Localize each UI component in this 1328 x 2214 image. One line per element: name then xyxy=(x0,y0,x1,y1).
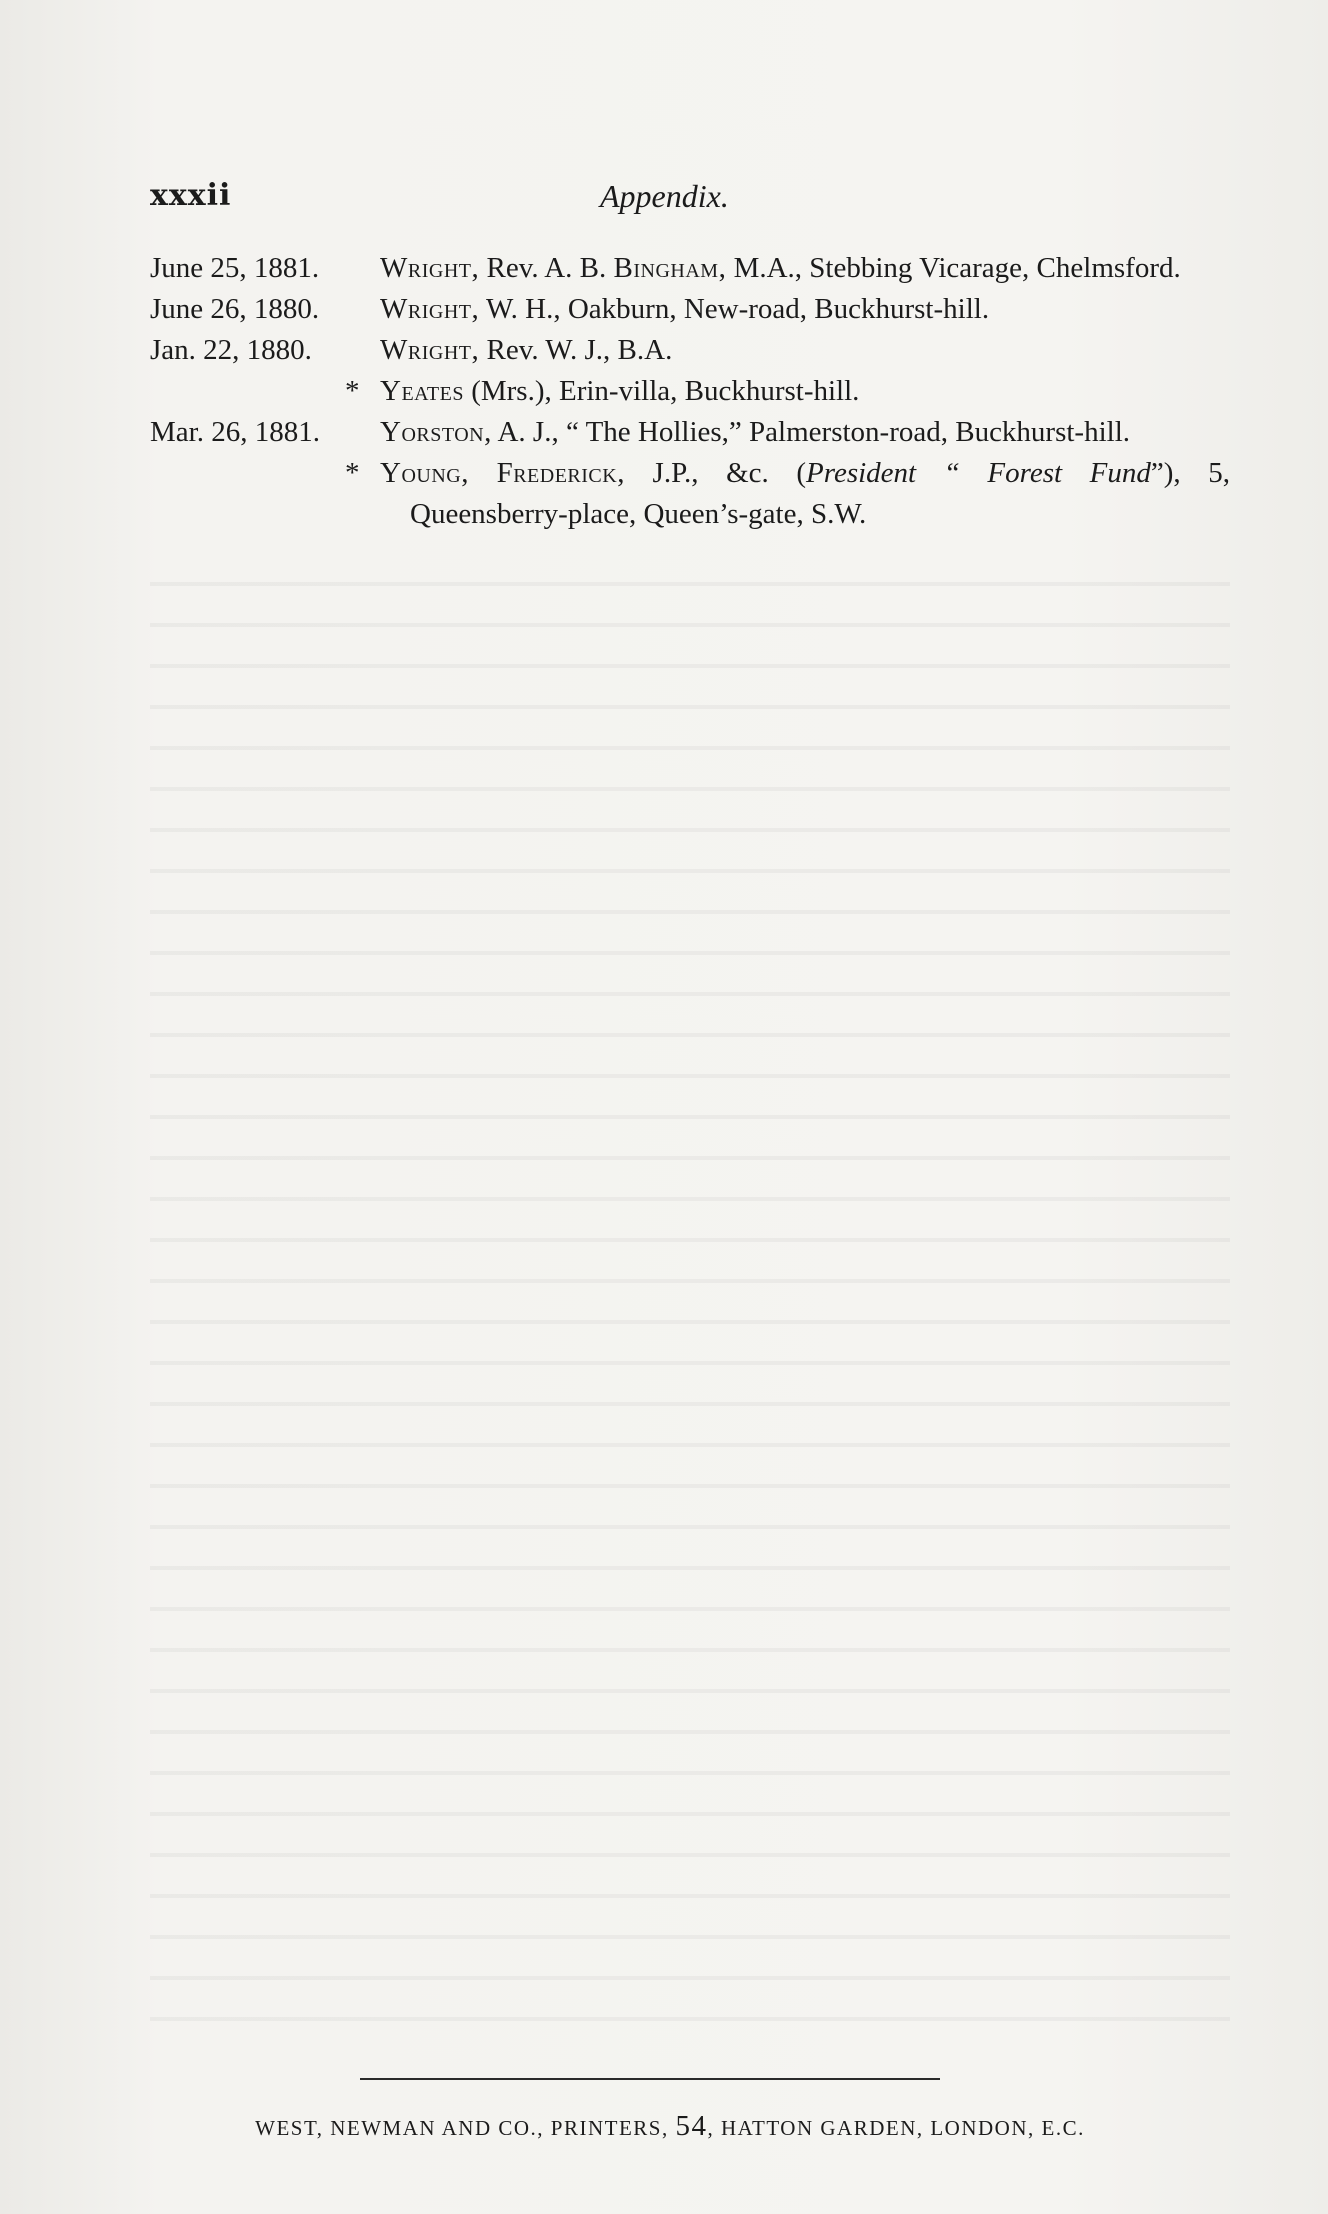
member-details: Rev. W. J., B.A. xyxy=(479,334,673,366)
member-list xyxy=(150,248,1230,535)
election-date: June 25, 1881. xyxy=(150,252,320,284)
election-date: Jan. 22, 1880. xyxy=(150,334,312,366)
member-surname: Wright, xyxy=(380,334,480,366)
list-item xyxy=(150,371,1230,412)
member-surname: Wright, xyxy=(380,293,480,325)
member-surname: Yorston, xyxy=(380,416,492,448)
printer-address: , HATTON GARDEN, LONDON, E.C. xyxy=(707,2116,1085,2140)
member-details: A. J., “ The Hollies,” Palmerston-road, Buckhurst-hill. xyxy=(491,416,1131,448)
member-surname: Wright, xyxy=(380,252,480,284)
member-address: ”), 5, Queensberry-place, Queen’s-gate, S.W. xyxy=(410,457,1230,530)
member-details: M.A., Stebbing Vicarage, Chelmsford. xyxy=(726,252,1181,284)
list-item xyxy=(150,453,1230,535)
asterisk-marker: * xyxy=(345,375,360,407)
member-office: President “ Forest Fund xyxy=(806,457,1151,489)
list-item xyxy=(150,248,1230,289)
bleed-through-text xyxy=(150,560,1230,2040)
member-title: Rev. A. B. xyxy=(479,252,614,284)
member-surname-2: Bingham, xyxy=(613,252,727,284)
running-title: Appendix. xyxy=(600,178,729,214)
member-surname: Yeates xyxy=(380,375,464,407)
printer-imprint xyxy=(150,2110,1190,2143)
page-header xyxy=(150,178,1230,228)
member-entry xyxy=(380,248,1230,289)
asterisk-marker: * xyxy=(345,457,360,489)
member-entry xyxy=(380,453,1230,535)
election-date: Mar. 26, 1881. xyxy=(150,416,320,448)
member-details: J.P., &c. ( xyxy=(624,457,807,489)
printer-name: WEST, NEWMAN AND CO., PRINTERS, xyxy=(255,2116,676,2140)
list-item xyxy=(150,330,1230,371)
member-surname: Young, xyxy=(380,457,469,489)
member-entry xyxy=(380,330,1230,371)
page-number: xxxii xyxy=(150,178,232,213)
member-details: W. H., Oakburn, New-road, Buckhurst-hill. xyxy=(479,293,990,325)
footer-rule xyxy=(360,2078,940,2080)
member-entry xyxy=(380,412,1230,453)
list-item xyxy=(150,289,1230,330)
member-forename: Frederick, xyxy=(496,457,625,489)
member-details: (Mrs.), Erin-villa, Buckhurst-hill. xyxy=(463,375,860,407)
member-entry xyxy=(380,371,1230,412)
member-entry xyxy=(380,289,1230,330)
list-item xyxy=(150,412,1230,453)
printer-street-number: 54 xyxy=(675,2110,708,2142)
election-date: June 26, 1880. xyxy=(150,293,320,325)
